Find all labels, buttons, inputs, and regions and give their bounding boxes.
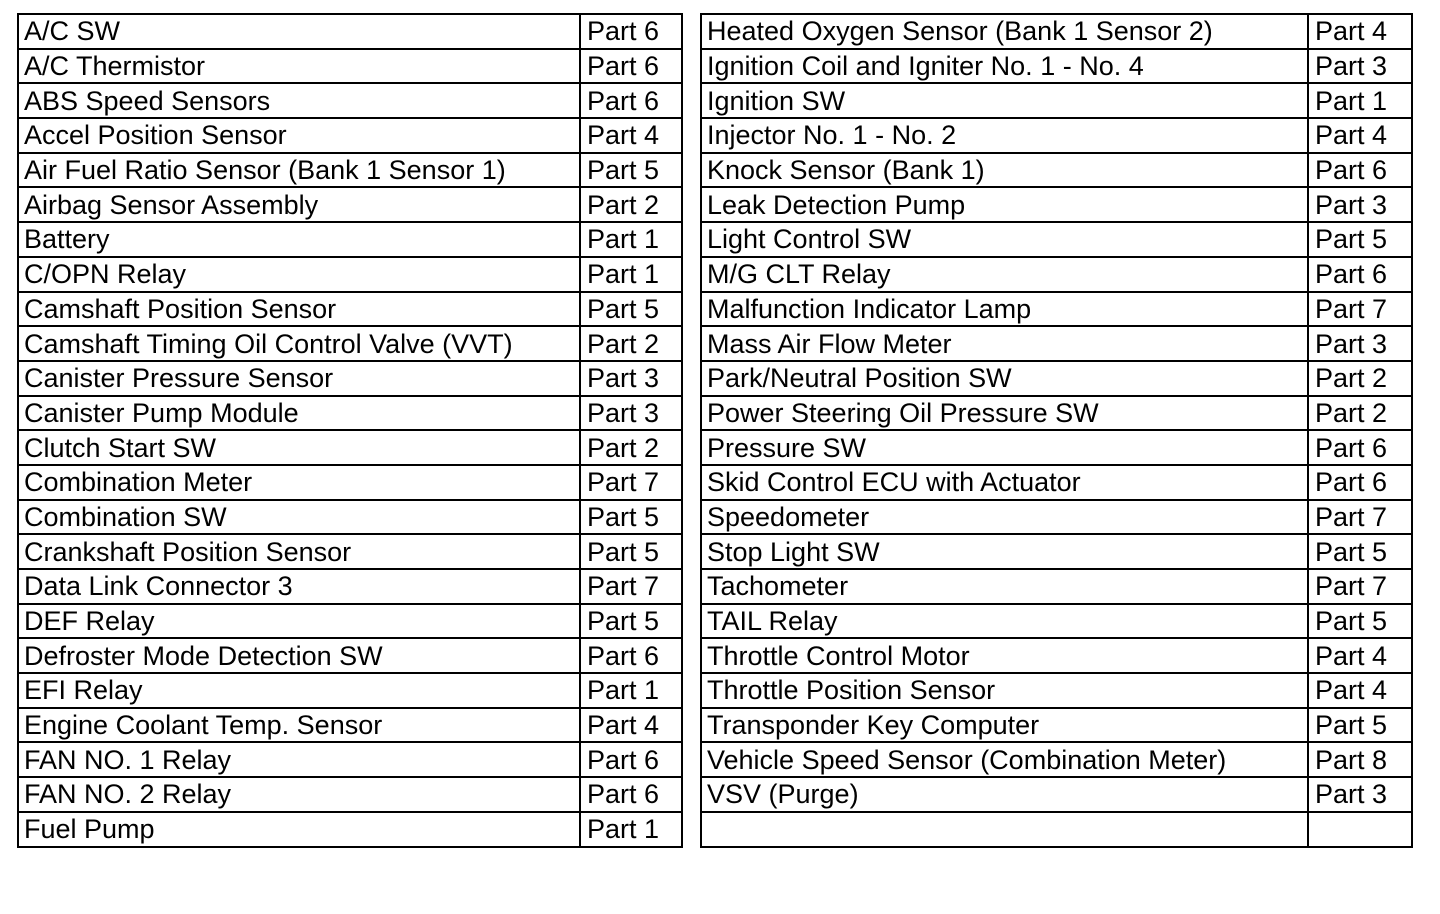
- table-row: [18, 118, 682, 153]
- component-name-cell: Skid Control ECU with Actuator: [701, 465, 1308, 500]
- table-row: [701, 153, 1412, 188]
- part-reference-cell: Part 6: [580, 83, 682, 118]
- component-name-cell: Stop Light SW: [701, 534, 1308, 569]
- part-reference-cell: Part 2: [1308, 361, 1412, 396]
- table-row: [701, 222, 1412, 257]
- part-reference-cell: Part 3: [580, 396, 682, 431]
- part-reference-cell: Part 6: [1308, 153, 1412, 188]
- component-name-cell: Canister Pump Module: [18, 396, 580, 431]
- part-reference-cell: Part 4: [1308, 118, 1412, 153]
- part-reference-cell: Part 3: [1308, 187, 1412, 222]
- component-name-cell: [701, 812, 1308, 847]
- table-row: [18, 708, 682, 743]
- component-name-cell: Malfunction Indicator Lamp: [701, 292, 1308, 327]
- table-row: [701, 638, 1412, 673]
- table-row: [18, 257, 682, 292]
- table-row: [18, 153, 682, 188]
- component-name-cell: Airbag Sensor Assembly: [18, 187, 580, 222]
- part-reference-cell: Part 6: [580, 14, 682, 49]
- component-name-cell: Light Control SW: [701, 222, 1308, 257]
- part-reference-cell: Part 5: [580, 500, 682, 535]
- table-row: [18, 500, 682, 535]
- part-reference-cell: Part 6: [580, 638, 682, 673]
- component-name-cell: Canister Pressure Sensor: [18, 361, 580, 396]
- table-row: [701, 83, 1412, 118]
- component-index-table-right: [700, 13, 1413, 848]
- component-name-cell: Vehicle Speed Sensor (Combination Meter): [701, 742, 1308, 777]
- part-reference-cell: Part 7: [1308, 500, 1412, 535]
- table-row: [18, 49, 682, 84]
- table-row: [18, 638, 682, 673]
- table-row: [18, 777, 682, 812]
- part-reference-cell: Part 1: [580, 222, 682, 257]
- component-name-cell: Engine Coolant Temp. Sensor: [18, 708, 580, 743]
- table-row: [18, 604, 682, 639]
- component-name-cell: A/C SW: [18, 14, 580, 49]
- table-row: [701, 187, 1412, 222]
- part-reference-cell: Part 2: [1308, 396, 1412, 431]
- table-row: [701, 465, 1412, 500]
- table-row: [701, 812, 1412, 847]
- component-name-cell: Camshaft Position Sensor: [18, 292, 580, 327]
- component-name-cell: ABS Speed Sensors: [18, 83, 580, 118]
- table-body: [701, 14, 1412, 847]
- table-row: [701, 742, 1412, 777]
- part-reference-cell: Part 5: [1308, 604, 1412, 639]
- table-row: [701, 430, 1412, 465]
- component-name-cell: Knock Sensor (Bank 1): [701, 153, 1308, 188]
- table-row: [701, 708, 1412, 743]
- table-row: [701, 569, 1412, 604]
- part-reference-cell: [1308, 812, 1412, 847]
- table-row: [701, 777, 1412, 812]
- part-reference-cell: Part 8: [1308, 742, 1412, 777]
- part-reference-cell: Part 7: [1308, 569, 1412, 604]
- part-reference-cell: Part 6: [1308, 257, 1412, 292]
- component-name-cell: Transponder Key Computer: [701, 708, 1308, 743]
- table-row: [18, 430, 682, 465]
- component-name-cell: Pressure SW: [701, 430, 1308, 465]
- table-row: [18, 812, 682, 847]
- part-reference-cell: Part 1: [1308, 83, 1412, 118]
- table-row: [18, 396, 682, 431]
- component-name-cell: A/C Thermistor: [18, 49, 580, 84]
- table-row: [18, 742, 682, 777]
- part-reference-cell: Part 5: [1308, 708, 1412, 743]
- part-reference-cell: Part 1: [580, 812, 682, 847]
- table-row: [701, 673, 1412, 708]
- part-reference-cell: Part 6: [580, 49, 682, 84]
- component-index-table-left: [17, 13, 683, 848]
- table-row: [18, 673, 682, 708]
- part-reference-cell: Part 4: [580, 708, 682, 743]
- component-name-cell: Tachometer: [701, 569, 1308, 604]
- component-name-cell: Speedometer: [701, 500, 1308, 535]
- table-row: [18, 465, 682, 500]
- component-name-cell: Throttle Control Motor: [701, 638, 1308, 673]
- table-row: [18, 222, 682, 257]
- table-row: [701, 292, 1412, 327]
- component-name-cell: C/OPN Relay: [18, 257, 580, 292]
- part-reference-cell: Part 3: [1308, 49, 1412, 84]
- part-reference-cell: Part 5: [580, 534, 682, 569]
- part-reference-cell: Part 4: [1308, 673, 1412, 708]
- table-row: [701, 604, 1412, 639]
- part-reference-cell: Part 2: [580, 430, 682, 465]
- part-reference-cell: Part 5: [580, 292, 682, 327]
- table-row: [18, 534, 682, 569]
- part-reference-cell: Part 3: [1308, 326, 1412, 361]
- component-name-cell: Camshaft Timing Oil Control Valve (VVT): [18, 326, 580, 361]
- table-row: [18, 292, 682, 327]
- component-name-cell: Accel Position Sensor: [18, 118, 580, 153]
- component-name-cell: FAN NO. 1 Relay: [18, 742, 580, 777]
- component-name-cell: Air Fuel Ratio Sensor (Bank 1 Sensor 1): [18, 153, 580, 188]
- component-name-cell: Mass Air Flow Meter: [701, 326, 1308, 361]
- component-name-cell: EFI Relay: [18, 673, 580, 708]
- table-row: [701, 118, 1412, 153]
- component-name-cell: Combination SW: [18, 500, 580, 535]
- part-reference-cell: Part 5: [1308, 222, 1412, 257]
- part-reference-cell: Part 6: [580, 742, 682, 777]
- part-reference-cell: Part 4: [1308, 14, 1412, 49]
- table-row: [701, 326, 1412, 361]
- component-name-cell: Park/Neutral Position SW: [701, 361, 1308, 396]
- table-row: [701, 49, 1412, 84]
- component-name-cell: Data Link Connector 3: [18, 569, 580, 604]
- table-row: [18, 361, 682, 396]
- table-row: [701, 361, 1412, 396]
- part-reference-cell: Part 6: [1308, 430, 1412, 465]
- component-name-cell: Fuel Pump: [18, 812, 580, 847]
- part-reference-cell: Part 7: [580, 465, 682, 500]
- table-row: [18, 569, 682, 604]
- table-body: [18, 14, 682, 847]
- table-row: [701, 500, 1412, 535]
- component-name-cell: DEF Relay: [18, 604, 580, 639]
- table-row: [701, 257, 1412, 292]
- component-name-cell: Power Steering Oil Pressure SW: [701, 396, 1308, 431]
- part-reference-cell: Part 2: [580, 326, 682, 361]
- component-name-cell: TAIL Relay: [701, 604, 1308, 639]
- part-reference-cell: Part 3: [1308, 777, 1412, 812]
- part-reference-cell: Part 6: [1308, 465, 1412, 500]
- component-name-cell: M/G CLT Relay: [701, 257, 1308, 292]
- component-name-cell: Crankshaft Position Sensor: [18, 534, 580, 569]
- part-reference-cell: Part 4: [1308, 638, 1412, 673]
- component-name-cell: Defroster Mode Detection SW: [18, 638, 580, 673]
- table-row: [18, 187, 682, 222]
- component-name-cell: Combination Meter: [18, 465, 580, 500]
- part-reference-cell: Part 7: [1308, 292, 1412, 327]
- component-name-cell: Ignition SW: [701, 83, 1308, 118]
- part-reference-cell: Part 1: [580, 673, 682, 708]
- component-name-cell: Leak Detection Pump: [701, 187, 1308, 222]
- component-name-cell: Throttle Position Sensor: [701, 673, 1308, 708]
- part-reference-cell: Part 3: [580, 361, 682, 396]
- table-row: [701, 14, 1412, 49]
- component-name-cell: Clutch Start SW: [18, 430, 580, 465]
- table-row: [18, 326, 682, 361]
- component-name-cell: FAN NO. 2 Relay: [18, 777, 580, 812]
- part-reference-cell: Part 5: [580, 153, 682, 188]
- component-name-cell: Battery: [18, 222, 580, 257]
- table-row: [701, 396, 1412, 431]
- part-reference-cell: Part 5: [1308, 534, 1412, 569]
- component-name-cell: Injector No. 1 - No. 2: [701, 118, 1308, 153]
- component-name-cell: VSV (Purge): [701, 777, 1308, 812]
- table-row: [701, 534, 1412, 569]
- component-name-cell: Heated Oxygen Sensor (Bank 1 Sensor 2): [701, 14, 1308, 49]
- part-reference-cell: Part 5: [580, 604, 682, 639]
- part-reference-cell: Part 7: [580, 569, 682, 604]
- part-reference-cell: Part 2: [580, 187, 682, 222]
- component-name-cell: Ignition Coil and Igniter No. 1 - No. 4: [701, 49, 1308, 84]
- table-row: [18, 14, 682, 49]
- part-reference-cell: Part 4: [580, 118, 682, 153]
- part-reference-cell: Part 1: [580, 257, 682, 292]
- table-row: [18, 83, 682, 118]
- part-reference-cell: Part 6: [580, 777, 682, 812]
